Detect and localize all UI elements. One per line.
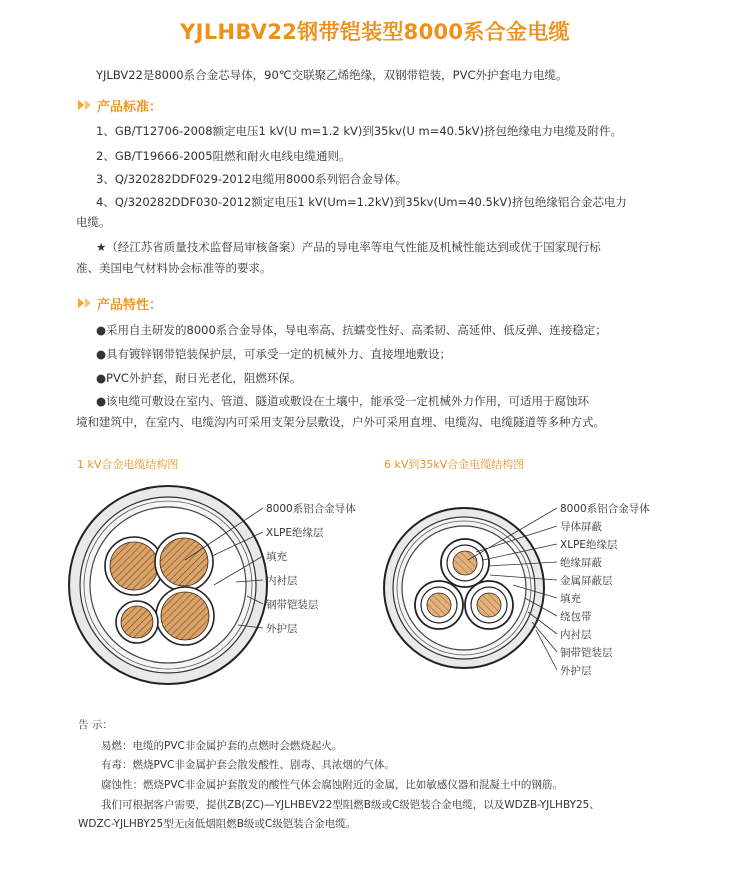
core-3 [156, 587, 214, 645]
feature-item: ●该电缆可敷设在室内、管道、隧道或敷设在土壤中，能承受一定机械外力作用，可适用于腐蚀环 [96, 394, 590, 408]
page-title: YJLHBV22钢带铠装型8000系合金电缆 [180, 20, 570, 44]
cable-35kv-diagram [384, 508, 557, 670]
core-1 [105, 537, 163, 595]
label-conductor: 8000系铝合金导体 [266, 503, 356, 515]
standard-item: 3、Q/320282DDF029-2012电缆用8000系列铝合金导体。 [96, 172, 408, 186]
label-filler: 填充 [560, 593, 581, 605]
standard-item: 电缆。 [76, 215, 111, 229]
label-conductor: 8000系铝合金导体 [560, 503, 650, 515]
label-inner-lining: 内衬层 [266, 575, 298, 587]
standard-item: 1、GB/T12706-2008额定电压1 kV(U m=1.2 kV)到35kv(U m=40.5kV)挤包绝缘电力电缆及附件。 [96, 124, 622, 138]
diagram1-caption: 1 kV合金电缆结构图 [77, 458, 179, 471]
core-b [415, 581, 463, 629]
standard-item: 2、GB/T19666-2005阻燃和耐火电线电缆通则。 [96, 149, 351, 163]
notice-heading: 告 示： [78, 719, 113, 731]
label-outer-sheath: 外护层 [560, 665, 592, 677]
label-filler: 填充 [266, 551, 287, 563]
feature-item: ●具有镀锌钢带铠装保护层，可承受一定的机械外力、直接埋地敷设； [96, 347, 452, 361]
label-wrapping-tape: 绕包带 [560, 611, 592, 623]
core-a [441, 539, 489, 587]
notice-line: 有毒：燃烧PVC非金属护套会散发酸性、剧毒、具浓烟的气体。 [101, 759, 395, 771]
notice-line: 腐蚀性：燃烧PVC非金属护套散发的酸性气体会腐蚀附近的金属，比如敏感仪器和混凝土中的钢筋。 [101, 779, 563, 791]
label-metal-screen: 金属屏蔽层 [560, 575, 613, 587]
label-inner-lining: 内衬层 [560, 629, 592, 641]
standards-heading: 产品标准： [78, 96, 162, 114]
label-xlpe: XLPE绝缘层 [560, 539, 618, 551]
feature-item: 境和建筑中，在室内、电缆沟内可采用支架分层敷设，户外可采用直埋、电缆沟、电缆隧道等多种方式。 [76, 415, 605, 429]
core-c [465, 581, 513, 629]
core-2 [155, 533, 213, 591]
notice-line: 我们可根据客户需要，提供ZB(ZC)—YJLHBEV22型阻燃B级或C级铠装合金电缆，以及WDZB-YJLHBY25、 [101, 799, 600, 811]
notice-line: WDZC-YJLHBY25型无卤低烟阻燃B级或C级铠装合金电缆。 [78, 818, 357, 830]
features-heading: 产品特性： [78, 294, 162, 312]
feature-item: ●PVC外护套，耐日光老化，阻燃环保。 [96, 371, 302, 385]
feature-item: ●采用自主研发的8000系合金导体，导电率高、抗蠕变性好、高柔韧、高延伸、低反弹、连接稳定； [96, 323, 607, 337]
label-conductor-screen: 导体屏蔽 [560, 521, 602, 533]
notice-line: 易燃：电缆的PVC非金属护套的点燃时会燃烧起火。 [101, 740, 343, 752]
label-outer-sheath: 外护层 [266, 623, 298, 635]
diagram2-caption: 6 kV到35kV合金电缆结构图 [384, 458, 525, 471]
core-4-neutral [116, 601, 158, 643]
cable-35kv-labels [560, 502, 650, 677]
standard-item: 4、Q/320282DDF030-2012额定电压1 kV(Um=1.2kV)到35kv(Um=40.5kV)挤包绝缘铝合金芯电力 [96, 195, 627, 209]
intro-text: YJLBV22是8000系合金芯导体，90℃交联聚乙烯绝缘，双钢带铠装，PVC外护套电力电缆。 [96, 68, 568, 82]
label-steel-armor: 钢带铠装层 [266, 599, 319, 611]
label-copper-armor: 铜带铠装层 [560, 647, 613, 659]
cable-1kv-diagram [69, 486, 267, 684]
label-insulation-screen: 绝缘屏蔽 [560, 557, 602, 569]
star-note: 准、美国电气材料协会标准等的要求。 [76, 261, 272, 275]
star-note: ★（经江苏省质量技术监督局审核备案）产品的导电率等电气性能及机械性能达到或优于国家现行标 [96, 240, 601, 254]
cable-1kv-labels [266, 502, 356, 635]
label-xlpe: XLPE绝缘层 [266, 527, 324, 539]
